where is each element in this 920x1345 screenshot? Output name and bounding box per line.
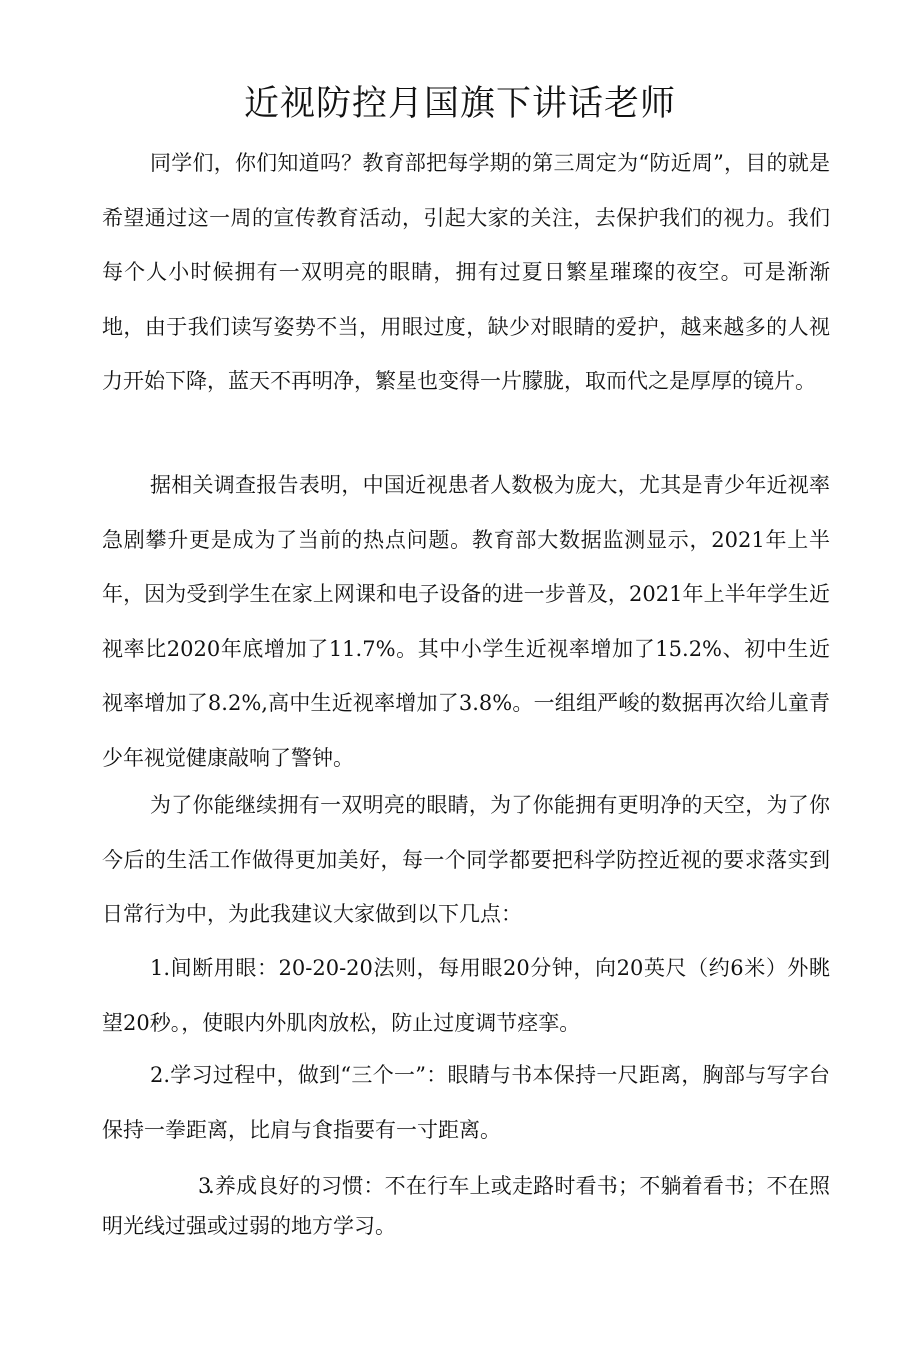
list-item-2: 2.学习过程中，做到“三个一”：眼睛与书本保持一尺距离，胸部与写字台保持一拳距离，比肩与食指要有一寸距离。 [102,1063,830,1142]
list-item-1: 1.间断用眼：20-20-20法则，每用眼20分钟，向20英尺（约6米）外眺望20秒。，使眼内外肌肉放松，防止过度调节痉挛。 [102,956,830,1035]
paragraph-suggestion: 为了你能继续拥有一双明亮的眼睛，为了你能拥有更明净的天空，为了你今后的生活工作做得更加美好，每一个同学都要把科学防控近视的要求落实到日常行为中，为此我建议大家做到以下几点： [102,793,830,926]
list-item-3 [102,1166,830,1246]
list-item-3-text: .养成良好的习惯：不在行车上或走路时看书；不躺着看书；不在照明光线过强或过弱的地方学习。 [102,1174,830,1238]
list-item-3-number: 3 [198,1174,212,1198]
paragraph-intro: 同学们，你们知道吗？教育部把每学期的第三周定为“防近周”，目的就是希望通过这一周的宣传教育活动，引起大家的关注，去保护我们的视力。我们每个人小时候拥有一双明亮的眼睛，拥有过夏日繁星璀璨的夜空。可是渐渐地，由于我们读写姿势不当，用眼过度，缺少对眼睛的爱护，越来越多的人视力开始下降，蓝天不再明净，繁星也变得一片朦胧，取而代之是厚厚的镜片。 [102,151,830,393]
document-title: 近视防控月国旗下讲话老师 [243,84,676,124]
paragraph-survey: 据相关调查报告表明，中国近视患者人数极为庞大，尤其是青少年近视率急剧攀升更是成为了当前的热点问题。教育部大数据监测显示，2021年上半年，因为受到学生在家上网课和电子设备的进一步普及，2021年上半年学生近视率比2020年底增加了11.7%。其中小学生近视率增加了15.2%、初中生近视率增加了8.2%,高中生近视率增加了3.8%。一组组严峻的数据再次给儿童青少年视觉健康敲响了警钟。 [102,473,830,770]
